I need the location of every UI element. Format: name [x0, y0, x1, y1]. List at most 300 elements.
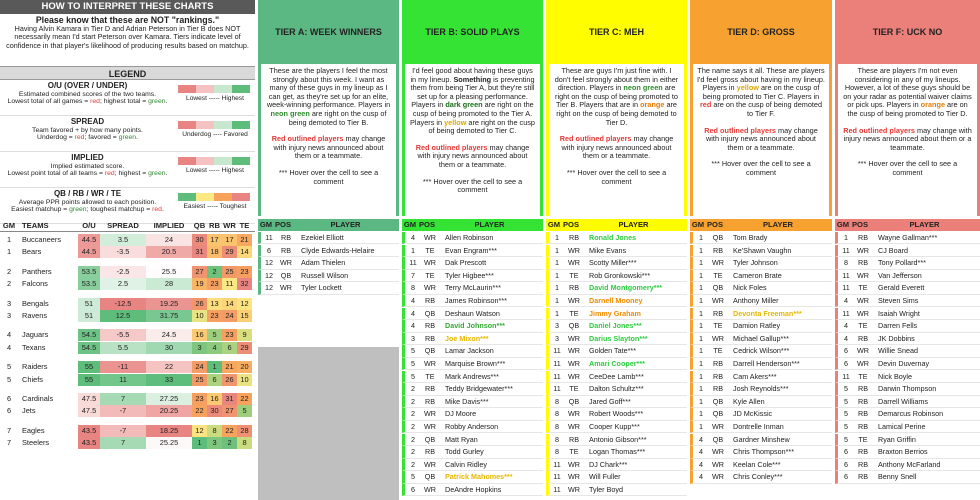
player-name[interactable]: Demarcus Robinson: [878, 409, 944, 419]
player-row[interactable]: [835, 320, 980, 332]
player-name[interactable]: Matt Ryan: [445, 434, 478, 444]
spread-value: -11: [100, 361, 146, 373]
player-name[interactable]: Cam Akers***: [733, 371, 777, 381]
player-row[interactable]: [258, 232, 399, 244]
player-name[interactable]: Tyler Johnson: [733, 258, 778, 268]
rb-rank: 5: [207, 329, 222, 341]
desc-segment: yellow: [736, 83, 759, 93]
team-name: Eagles: [22, 425, 45, 435]
player-name[interactable]: Isaiah Wright: [878, 308, 920, 318]
spread-value: 3.5: [100, 234, 146, 246]
player-row[interactable]: [835, 282, 980, 294]
player-pos: TE: [425, 270, 435, 280]
player-row[interactable]: [546, 320, 687, 332]
team-name: Bears: [22, 247, 42, 257]
player-game: 4: [411, 233, 415, 242]
swatch-cell: [178, 157, 196, 165]
wr-rank: 31: [222, 393, 237, 405]
player-row[interactable]: [835, 421, 980, 433]
implied-value: 31.75: [146, 310, 192, 322]
player-name[interactable]: Darnell Mooney: [589, 296, 643, 305]
player-name[interactable]: Cooper Kupp***: [589, 422, 640, 431]
team-name: Steelers: [22, 438, 50, 448]
player-row[interactable]: [546, 396, 687, 408]
wr-rank: 29: [222, 246, 237, 258]
player-row[interactable]: [402, 434, 543, 446]
player-pos: RB: [281, 233, 291, 242]
legend-line2: Lowest total of all games =: [7, 98, 91, 106]
hover-note: *** Hover over the cell to see a comment: [422, 176, 523, 195]
player-name[interactable]: Jared Goff***: [589, 396, 631, 406]
player-row[interactable]: [402, 270, 543, 282]
player-pos: WR: [712, 472, 724, 482]
te-rank: 12: [237, 298, 252, 310]
player-pos: RB: [425, 447, 435, 457]
player-name[interactable]: Van Jefferson: [878, 270, 922, 280]
spread-value: 7: [100, 437, 146, 449]
player-name[interactable]: Chris Conley***: [733, 472, 783, 482]
player-name[interactable]: Dalton Schultz***: [589, 384, 644, 394]
player-row[interactable]: [835, 345, 980, 357]
player-row[interactable]: [690, 383, 832, 395]
player-row[interactable]: [546, 471, 687, 483]
player-name[interactable]: Braxton Berrios: [878, 447, 928, 457]
player-name[interactable]: Steven Sims: [878, 296, 919, 305]
player-game: 6: [844, 447, 848, 457]
qb-rank: 10: [192, 310, 207, 322]
player-name[interactable]: Antonio Gibson***: [589, 434, 647, 444]
player-row[interactable]: [835, 446, 980, 458]
player-row[interactable]: [690, 396, 832, 408]
player-name[interactable]: David Montgomery***: [589, 283, 663, 293]
player-name[interactable]: Rob Gronkowski***: [589, 270, 651, 280]
rb-rank: 23: [207, 310, 222, 322]
col-gm: GM: [403, 220, 417, 229]
player-name[interactable]: Clyde Edwards-Helaire: [301, 245, 375, 255]
player-name[interactable]: Robby Anderson: [445, 422, 499, 431]
player-pos: RB: [569, 434, 579, 444]
player-pos: WR: [280, 283, 292, 293]
player-game: 1: [555, 245, 559, 255]
legend-text: [0, 190, 175, 214]
player-name[interactable]: Ryan Griffin: [878, 434, 916, 444]
player-row[interactable]: [546, 333, 687, 345]
player-pos: RB: [713, 371, 723, 381]
player-name[interactable]: Michael Gallup***: [733, 333, 789, 343]
team-name: Chiefs: [22, 374, 43, 384]
player-row[interactable]: [835, 396, 980, 408]
player-pos: WR: [857, 359, 869, 368]
player-row[interactable]: [546, 257, 687, 269]
player-pos: QB: [568, 396, 580, 406]
player-name[interactable]: Devin Duvernay: [878, 359, 930, 368]
player-row[interactable]: [690, 345, 832, 357]
player-row[interactable]: [690, 308, 832, 320]
player-name[interactable]: CeeDee Lamb***: [589, 371, 644, 381]
player-row[interactable]: [690, 295, 832, 307]
player-game: 1: [699, 396, 703, 406]
player-game: 5: [411, 371, 415, 381]
tier-desc-text: [265, 67, 392, 127]
player-game: 4: [699, 447, 703, 457]
player-row[interactable]: [690, 446, 832, 458]
player-name[interactable]: Darren Fells: [878, 321, 918, 331]
player-name[interactable]: Will Fuller: [589, 472, 621, 482]
player-row[interactable]: [690, 232, 832, 244]
player-game: 1: [699, 283, 703, 293]
player-name[interactable]: Benny Snell: [878, 472, 917, 482]
player-name[interactable]: Mike Evans: [589, 245, 627, 255]
player-row[interactable]: [546, 434, 687, 446]
player-name[interactable]: Nick Boyle: [878, 371, 912, 381]
player-row[interactable]: [835, 358, 980, 370]
player-name[interactable]: Logan Thomas***: [589, 447, 646, 457]
desc-segment: Something: [453, 74, 492, 84]
implied-value: 25.5: [146, 266, 192, 278]
player-name[interactable]: Ronald Jones: [589, 233, 637, 242]
player-pos: RB: [425, 296, 435, 305]
player-row[interactable]: [402, 471, 543, 483]
player-row[interactable]: [835, 333, 980, 345]
team-name: Panthers: [22, 266, 52, 276]
player-row[interactable]: [690, 421, 832, 433]
player-pos: QB: [712, 233, 724, 242]
player-name[interactable]: Devonta Freeman***: [733, 308, 802, 318]
player-game: 12: [265, 270, 273, 280]
player-row[interactable]: [402, 358, 543, 370]
tier-header: TIER A: WEEK WINNERS: [258, 0, 399, 64]
player-row[interactable]: [546, 308, 687, 320]
implied-value: 20.25: [146, 405, 192, 417]
howto-body: Having Alvin Kamara in Tier D and Adrian Peterson in Tier B does NOT necessarily mean I'd start Peterson over Kamara. Tiers indicate level of confidence in that player's likelihood of producing results based on matchup.: [6, 24, 249, 50]
player-name[interactable]: Todd Gurley: [445, 447, 484, 457]
player-pos: WR: [568, 296, 580, 305]
player-name[interactable]: Teddy Bridgewater***: [445, 384, 513, 394]
player-row[interactable]: [402, 245, 543, 257]
player-name[interactable]: James Robinson***: [445, 296, 507, 305]
player-name[interactable]: Tyler Lockett: [301, 283, 342, 293]
player-row[interactable]: [835, 232, 980, 244]
player-row[interactable]: [546, 484, 687, 496]
player-pos: WR: [568, 359, 580, 368]
player-row[interactable]: [835, 295, 980, 307]
player-game: 8: [411, 283, 415, 293]
player-row[interactable]: [402, 257, 543, 269]
player-pos: WR: [857, 296, 869, 305]
qb-rank: 30: [192, 234, 207, 246]
legend-swatch: [178, 85, 250, 93]
player-row[interactable]: [690, 270, 832, 282]
player-game: 1: [699, 333, 703, 343]
player-name[interactable]: JD McKissic: [733, 409, 773, 419]
game-number: 5: [6, 374, 12, 384]
player-row[interactable]: [546, 270, 687, 282]
player-name[interactable]: Marquise Brown***: [445, 359, 506, 368]
player-row[interactable]: [402, 459, 543, 471]
player-row[interactable]: [835, 408, 980, 420]
legend-color-word: green: [69, 206, 87, 214]
player-pos: RB: [858, 333, 868, 343]
player-name[interactable]: Willie Snead: [878, 346, 918, 356]
player-game: 2: [411, 409, 415, 419]
player-row[interactable]: [690, 471, 832, 483]
spread-value: 11: [100, 374, 146, 386]
player-row[interactable]: [546, 295, 687, 307]
player-pos: RB: [425, 333, 435, 343]
hover-note: *** Hover over the cell to see a comment: [278, 167, 379, 186]
player-row[interactable]: [258, 245, 399, 257]
player-pos: RB: [858, 422, 868, 431]
game-row: [0, 234, 255, 246]
legend-caption: Lowest ----- Highest: [186, 95, 244, 102]
player-row[interactable]: [402, 396, 543, 408]
player-row[interactable]: [835, 383, 980, 395]
player-row[interactable]: [402, 320, 543, 332]
tier-desc-text: [553, 67, 680, 127]
player-name[interactable]: Darrell Williams: [878, 396, 928, 406]
player-name[interactable]: Josh Reynolds***: [733, 384, 789, 394]
player-row[interactable]: [690, 333, 832, 345]
swatch-cell: [196, 157, 214, 165]
player-pos: RB: [425, 396, 435, 406]
player-name[interactable]: Wayne Gallman***: [878, 233, 938, 242]
legend-color-word: green: [118, 134, 137, 142]
player-name[interactable]: Dontrelle Inman: [733, 422, 784, 431]
player-row[interactable]: [258, 270, 399, 282]
player-row[interactable]: [690, 282, 832, 294]
player-pos: TE: [858, 321, 868, 331]
player-row[interactable]: [835, 308, 980, 320]
game-row: [0, 329, 255, 341]
player-row[interactable]: [546, 383, 687, 395]
qb-rank: 12: [192, 425, 207, 437]
player-game: 5: [844, 409, 848, 419]
player-row[interactable]: [546, 358, 687, 370]
player-row[interactable]: [690, 320, 832, 332]
red-note-text: may change with injury news announced about them or a teammate.: [843, 125, 972, 152]
player-row[interactable]: [835, 459, 980, 471]
legend-caption: Lowest ----- Highest: [186, 167, 244, 174]
player-row[interactable]: [835, 257, 980, 269]
desc-segment: are right on the cusp of being demoted to Tier B.: [288, 108, 387, 127]
legend-item: [0, 80, 255, 116]
player-name[interactable]: Jimmy Graham: [589, 308, 641, 318]
player-row[interactable]: [690, 408, 832, 420]
player-row[interactable]: [402, 484, 543, 496]
player-name[interactable]: Mike Davis***: [445, 396, 489, 406]
player-name[interactable]: Darwin Thompson: [878, 384, 937, 394]
player-row[interactable]: [546, 371, 687, 383]
player-table-header: [546, 219, 687, 231]
player-name[interactable]: Adam Thielen: [301, 258, 346, 268]
player-row[interactable]: [402, 408, 543, 420]
player-name[interactable]: Golden Tate***: [589, 346, 637, 356]
player-name[interactable]: Patrick Mahomes***: [445, 472, 513, 482]
player-row[interactable]: [402, 383, 543, 395]
player-row[interactable]: [546, 345, 687, 357]
swatch-cell: [214, 85, 232, 93]
player-row[interactable]: [690, 371, 832, 383]
player-name[interactable]: Tyler Higbee***: [445, 270, 494, 280]
howto-warning: Please know that these are NOT "rankings.": [35, 15, 220, 25]
player-row[interactable]: [546, 446, 687, 458]
wr-rank: 24: [222, 310, 237, 322]
player-name[interactable]: Tyler Boyd: [589, 485, 623, 494]
te-rank: 8: [237, 437, 252, 449]
player-pos: RB: [858, 447, 868, 457]
player-row[interactable]: [835, 270, 980, 282]
player-game: 5: [844, 422, 848, 431]
col-pos: POS: [418, 220, 436, 229]
player-pos: QB: [712, 409, 724, 419]
swatch-cell: [196, 85, 214, 93]
player-name[interactable]: Kyle Allen: [733, 396, 765, 406]
player-name[interactable]: Joe Mixon***: [445, 333, 489, 343]
player-row[interactable]: [835, 434, 980, 446]
player-name[interactable]: CJ Board: [878, 245, 908, 255]
player-row[interactable]: [546, 459, 687, 471]
player-name[interactable]: Allen Robinson: [445, 233, 494, 242]
player-row[interactable]: [258, 257, 399, 269]
player-name[interactable]: Gardner Minshew: [733, 434, 790, 444]
player-name[interactable]: Tony Pollard***: [878, 258, 926, 268]
player-name[interactable]: Damion Ratley: [733, 321, 781, 331]
rb-rank: 3: [207, 437, 222, 449]
player-name[interactable]: Evan Engram***: [445, 245, 497, 255]
spread-value: -5.5: [100, 329, 146, 341]
player-name[interactable]: Gerald Everett: [878, 283, 925, 293]
game-row: [0, 437, 255, 449]
player-name[interactable]: Daniel Jones***: [589, 321, 642, 331]
player-row[interactable]: [690, 245, 832, 257]
player-game: 11: [553, 384, 561, 394]
player-name[interactable]: DJ Chark***: [589, 459, 628, 469]
desc-segment: These are players I'm not even considering in any of my lineups. However, a lot of these guys should be on your radar as potential waiver claims or pick ups. Players in: [843, 66, 972, 110]
player-row[interactable]: [402, 446, 543, 458]
player-name[interactable]: Tom Brady: [733, 233, 768, 242]
player-name[interactable]: Keelan Cole***: [733, 459, 781, 469]
desc-segment: are on the cusp of being promoted to Tier D.: [847, 100, 968, 118]
player-row[interactable]: [690, 257, 832, 269]
desc-segment: are on the cusp of being demoted to Tier F.: [711, 100, 823, 118]
desc-segment: are right on the cusp of being promoted to Tier B. Players that are in: [555, 83, 678, 110]
player-name[interactable]: Lamar Jackson: [445, 346, 494, 356]
player-name[interactable]: Deshaun Watson: [445, 308, 500, 318]
col-player: PLAYER: [474, 220, 505, 229]
player-row[interactable]: [690, 459, 832, 471]
player-name[interactable]: DeAndre Hopkins: [445, 485, 502, 494]
player-row[interactable]: [546, 245, 687, 257]
game-number: 6: [6, 406, 12, 416]
col-player: PLAYER: [330, 220, 361, 229]
player-name[interactable]: Darrell Henderson***: [733, 359, 800, 368]
player-row[interactable]: [546, 232, 687, 244]
player-row[interactable]: [546, 408, 687, 420]
legend-item: [0, 188, 255, 224]
player-pos: WR: [424, 359, 436, 368]
player-name[interactable]: Lamical Perine: [878, 422, 926, 431]
player-pos: WR: [712, 296, 724, 305]
player-pos: RB: [425, 384, 435, 394]
player-name[interactable]: Amari Cooper***: [589, 359, 645, 368]
player-pos: TE: [713, 346, 723, 356]
player-row[interactable]: [690, 434, 832, 446]
game-row: [0, 393, 255, 405]
player-pos: WR: [712, 459, 724, 469]
player-game: 12: [265, 283, 273, 293]
player-name[interactable]: Dak Prescott: [445, 258, 487, 268]
qb-rank: 22: [192, 405, 207, 417]
player-row[interactable]: [402, 371, 543, 383]
player-name[interactable]: Ke'Shawn Vaughn: [733, 245, 792, 255]
player-name[interactable]: Mark Andrews***: [445, 371, 499, 381]
player-row[interactable]: [835, 371, 980, 383]
player-row[interactable]: [402, 345, 543, 357]
desc-segment: are on the cusp of being promoted to Tier C. Players in: [702, 83, 820, 101]
player-row[interactable]: [835, 471, 980, 483]
rb-rank: 4: [207, 342, 222, 354]
player-name[interactable]: Scotty Miller***: [589, 258, 637, 268]
desc-segment: yellow: [444, 117, 467, 127]
player-pos: RB: [425, 321, 435, 331]
spread-value: 12.5: [100, 310, 146, 322]
player-row[interactable]: [258, 282, 399, 294]
legend-caption: Easiest ----- Toughest: [183, 203, 247, 210]
player-name[interactable]: JK Dobbins: [878, 333, 915, 343]
player-row[interactable]: [402, 333, 543, 345]
player-row[interactable]: [402, 282, 543, 294]
player-name[interactable]: Ezekiel Elliott: [301, 233, 344, 242]
player-row[interactable]: [546, 282, 687, 294]
player-game: 3: [555, 333, 559, 343]
player-game: 11: [553, 359, 561, 368]
player-pos: WR: [424, 485, 436, 494]
player-row[interactable]: [402, 308, 543, 320]
player-name[interactable]: Cameron Brate: [733, 270, 782, 280]
player-row[interactable]: [546, 421, 687, 433]
player-name[interactable]: Chris Thompson***: [733, 447, 794, 457]
player-name[interactable]: Anthony Miller: [733, 296, 779, 305]
legend-line1: Average PPR points allowed to each position.: [18, 198, 157, 206]
player-name[interactable]: Anthony McFarland: [878, 459, 941, 469]
player-name[interactable]: Robert Woods***: [589, 409, 644, 419]
player-name[interactable]: Terry McLaurin***: [445, 283, 501, 293]
player-name[interactable]: David Johnson***: [445, 321, 505, 331]
game-number: 2: [6, 279, 12, 289]
qb-rank: 16: [192, 329, 207, 341]
player-name[interactable]: Calvin Ridley: [445, 459, 487, 469]
player-name[interactable]: Nick Foles: [733, 283, 767, 293]
player-row[interactable]: [402, 421, 543, 433]
desc-segment: is preventing them from being Tier A, but they're still set up for a pleasing performance. Players in: [410, 74, 535, 110]
spread-value: 5.5: [100, 342, 146, 354]
implied-value: 20.5: [146, 246, 192, 258]
legend-color-word: green: [148, 170, 166, 178]
player-game: 2: [411, 434, 415, 444]
player-name[interactable]: Darius Slayton***: [589, 333, 648, 343]
player-pos: TE: [425, 371, 435, 381]
game-number: 4: [6, 330, 12, 340]
player-row[interactable]: [402, 232, 543, 244]
player-row[interactable]: [402, 295, 543, 307]
player-name[interactable]: Cedrick Wilson***: [733, 346, 790, 356]
player-name[interactable]: Russell Wilson: [301, 270, 349, 280]
player-name[interactable]: DJ Moore: [445, 409, 477, 419]
player-row[interactable]: [690, 358, 832, 370]
game-row: [0, 425, 255, 437]
player-row[interactable]: [835, 245, 980, 257]
player-pos: WR: [712, 333, 724, 343]
